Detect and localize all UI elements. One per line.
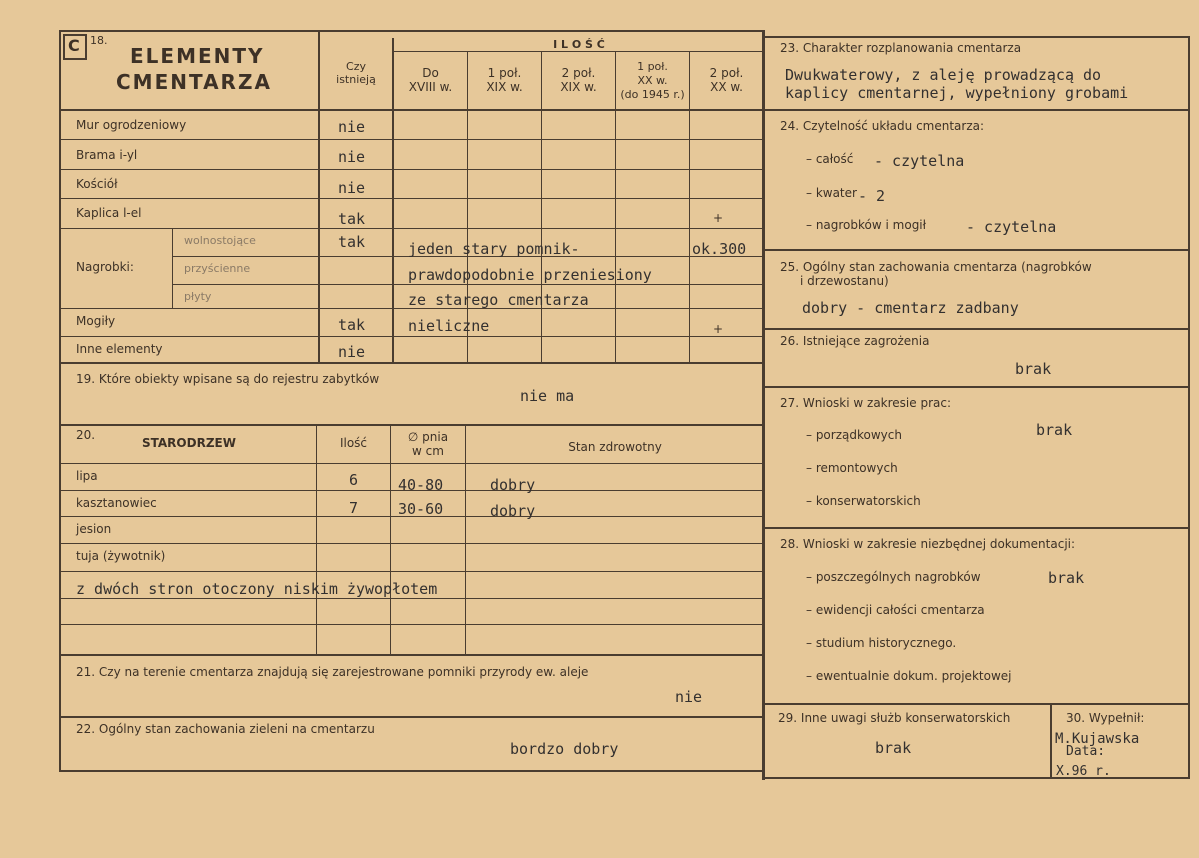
row-label-przysc: przyścienne (184, 262, 251, 275)
q24-whole-value: - czytelna (874, 152, 965, 170)
value-brama: nie (338, 148, 366, 166)
q23-line1: Dwukwaterowy, z aleję prowadzącą do (785, 66, 1102, 84)
col-1pol20-header: 1 poł. XX w. (do 1945 r.) (620, 60, 685, 101)
row-line (764, 249, 1190, 251)
row-line (59, 654, 764, 656)
q23-line2: kaplicy cmentarnej, wypełniony grobami (785, 84, 1129, 102)
trees-col-qty: Ilość (339, 436, 368, 450)
q27-item3: – konserwatorskich (806, 494, 921, 508)
row-line (59, 169, 764, 170)
trees-col-health: Stan zdrowotny (568, 440, 662, 454)
q26-label: 26. Istniejące zagrożenia (780, 334, 930, 348)
q24-kwater-label: – kwater (806, 186, 857, 200)
q21-value: nie (675, 688, 703, 706)
row-label-kaplica: Kaplica l-el (76, 206, 142, 220)
row-label-nagrobki: Nagrobki: (76, 260, 134, 274)
col-2pol20-header: 2 poł. XX w. (709, 66, 744, 94)
q28-item4: – ewentualnie dokum. projektowej (806, 669, 1012, 683)
trees-col-diam: ∅ pnia w cm (407, 430, 449, 458)
q30-label: 30. Wypełnił: (1066, 711, 1145, 725)
row-line (764, 386, 1190, 388)
row-line (59, 109, 764, 111)
row-label-inne: Inne elementy (76, 342, 163, 356)
q25-value: dobry - cmentarz zadbany (802, 299, 1019, 317)
section-number: 18. (90, 34, 108, 47)
border-mid (762, 30, 765, 780)
q24-whole-label: – całość (806, 152, 854, 166)
row-line (59, 198, 764, 199)
tree-name: jesion (76, 522, 112, 536)
tree-qty: 6 (348, 471, 359, 489)
q30-name: M.Kujawska (1055, 731, 1140, 747)
col-line (390, 426, 391, 654)
q29-label: 29. Inne uwagi służb konserwatorskich (778, 711, 1011, 725)
border-top-left (59, 30, 764, 32)
note-line1: jeden stary pomnik- (408, 240, 580, 258)
col-2pol19-header: 2 poł. XIX w. (560, 66, 597, 94)
col-line (172, 228, 173, 308)
row-line (764, 328, 1190, 330)
q30-date-label: Data: (1066, 744, 1106, 759)
col-qty-header: I L O Ś Ć (553, 38, 605, 51)
q22-value: bordzo dobry (510, 740, 619, 758)
q30-date-value: X.96 r. (1056, 764, 1111, 779)
value-kosciol: nie (338, 179, 366, 197)
row-line (59, 571, 764, 572)
row-line (59, 624, 764, 625)
row-label-brama: Brama i-yl (76, 148, 138, 162)
trees-title: STARODRZEW (142, 436, 236, 450)
col-line (316, 426, 317, 654)
row-line (764, 703, 1190, 705)
value-inne: nie (338, 343, 366, 361)
row-line (172, 284, 764, 285)
q27-label: 27. Wnioski w zakresie prac: (780, 396, 952, 410)
col-line (1050, 703, 1052, 778)
q28-item1: – poszczególnych nagrobków (806, 570, 981, 584)
border-bottom-right (762, 777, 1190, 779)
trees-note: z dwóch stron otoczony niskim żywopłotem (76, 580, 438, 598)
note-line2: prawdopodobnie przeniesiony (408, 266, 652, 284)
q24-nagrobki-value: - czytelna (966, 218, 1057, 236)
row-line (59, 424, 764, 426)
q26-value: brak (1015, 360, 1052, 378)
title-line2: CMENTARZA (116, 70, 272, 94)
q28-item2: – ewidencji całości cmentarza (806, 603, 985, 617)
q28-label: 28. Wnioski w zakresie niezbędnej dokumentacji: (780, 537, 1076, 551)
row-line (59, 336, 764, 337)
note-line3: ze starego cmentarza (408, 291, 589, 309)
q25-label2: i drzewostanu) (800, 274, 889, 288)
title-line1: ELEMENTY (130, 44, 265, 68)
q25-label1: 25. Ogólny stan zachowania cmentarza (nagrobków (780, 260, 1092, 274)
section-letter: C (68, 36, 80, 55)
q22-label: 22. Ogólny stan zachowania zieleni na cmentarzu (76, 722, 375, 736)
q19-value: nie ma (520, 387, 575, 405)
col-do18-header: Do XVIII w. (408, 66, 453, 94)
kaplica-plus: + (713, 211, 724, 225)
row-line (59, 228, 764, 229)
q28-item3: – studium historycznego. (806, 636, 957, 650)
value-mur: nie (338, 118, 366, 136)
q27-item2: – remontowych (806, 461, 898, 475)
border-bottom-left (59, 770, 764, 772)
col-line (465, 426, 466, 654)
row-line (59, 139, 764, 140)
row-line (764, 527, 1190, 529)
q19-label: 19. Które obiekty wpisane są do rejestru zabytków (76, 372, 380, 386)
col-line (541, 52, 542, 362)
tree-diam: 40-80 (398, 476, 444, 494)
q24-nagrobki-label: – nagrobków i mogił (806, 218, 927, 232)
col-line (689, 52, 690, 362)
tree-name: kasztanowiec (76, 496, 157, 510)
row-line (59, 362, 764, 364)
q29-value: brak (875, 739, 912, 757)
border-left (59, 30, 61, 772)
q24-label: 24. Czytelność układu cmentarza: (780, 119, 985, 133)
value-kaplica: tak (338, 210, 366, 228)
row-line (392, 51, 764, 52)
q24-kwater-value: - 2 (858, 187, 886, 205)
col-exists-header: Czy istnieją (336, 60, 376, 86)
border-right (1188, 36, 1190, 778)
tree-health: dobry (490, 502, 536, 520)
col-1pol19-header: 1 poł. XIX w. (486, 66, 523, 94)
row-label-kosciol: Kościół (76, 177, 118, 191)
row-line (59, 543, 764, 544)
tree-diam: 30-60 (398, 500, 444, 518)
border-top-right (762, 36, 1190, 38)
row-line (59, 716, 764, 718)
row-label-wolno: wolnostojące (184, 234, 256, 247)
q20-number: 20. (76, 428, 96, 442)
q27-item1: – porządkowych (806, 428, 902, 442)
row-line (59, 598, 764, 599)
q28-value: brak (1048, 569, 1085, 587)
q23-label: 23. Charakter rozplanowania cmentarza (780, 41, 1022, 55)
count-value: ok.300 (692, 240, 747, 258)
value-mogily: tak (338, 316, 366, 334)
col-line (467, 52, 468, 362)
tree-health: dobry (490, 476, 536, 494)
note-line4: nieliczne (408, 317, 490, 335)
q21-label: 21. Czy na terenie cmentarza znajdują się zarejestrowane pomniki przyrody ew. aleje (76, 665, 589, 679)
row-line (59, 463, 764, 464)
row-label-mogily: Mogiły (76, 314, 116, 328)
row-label-mur: Mur ogrodzeniowy (76, 118, 187, 132)
value-wolno: tak (338, 233, 366, 251)
row-label-plyty: płyty (184, 290, 212, 303)
tree-qty: 7 (348, 499, 359, 517)
tree-name: tuja (żywotnik) (76, 549, 166, 563)
tree-name: lipa (76, 469, 98, 483)
row-line (764, 109, 1190, 111)
mogily-plus: + (713, 322, 724, 336)
q27-value: brak (1036, 421, 1073, 439)
